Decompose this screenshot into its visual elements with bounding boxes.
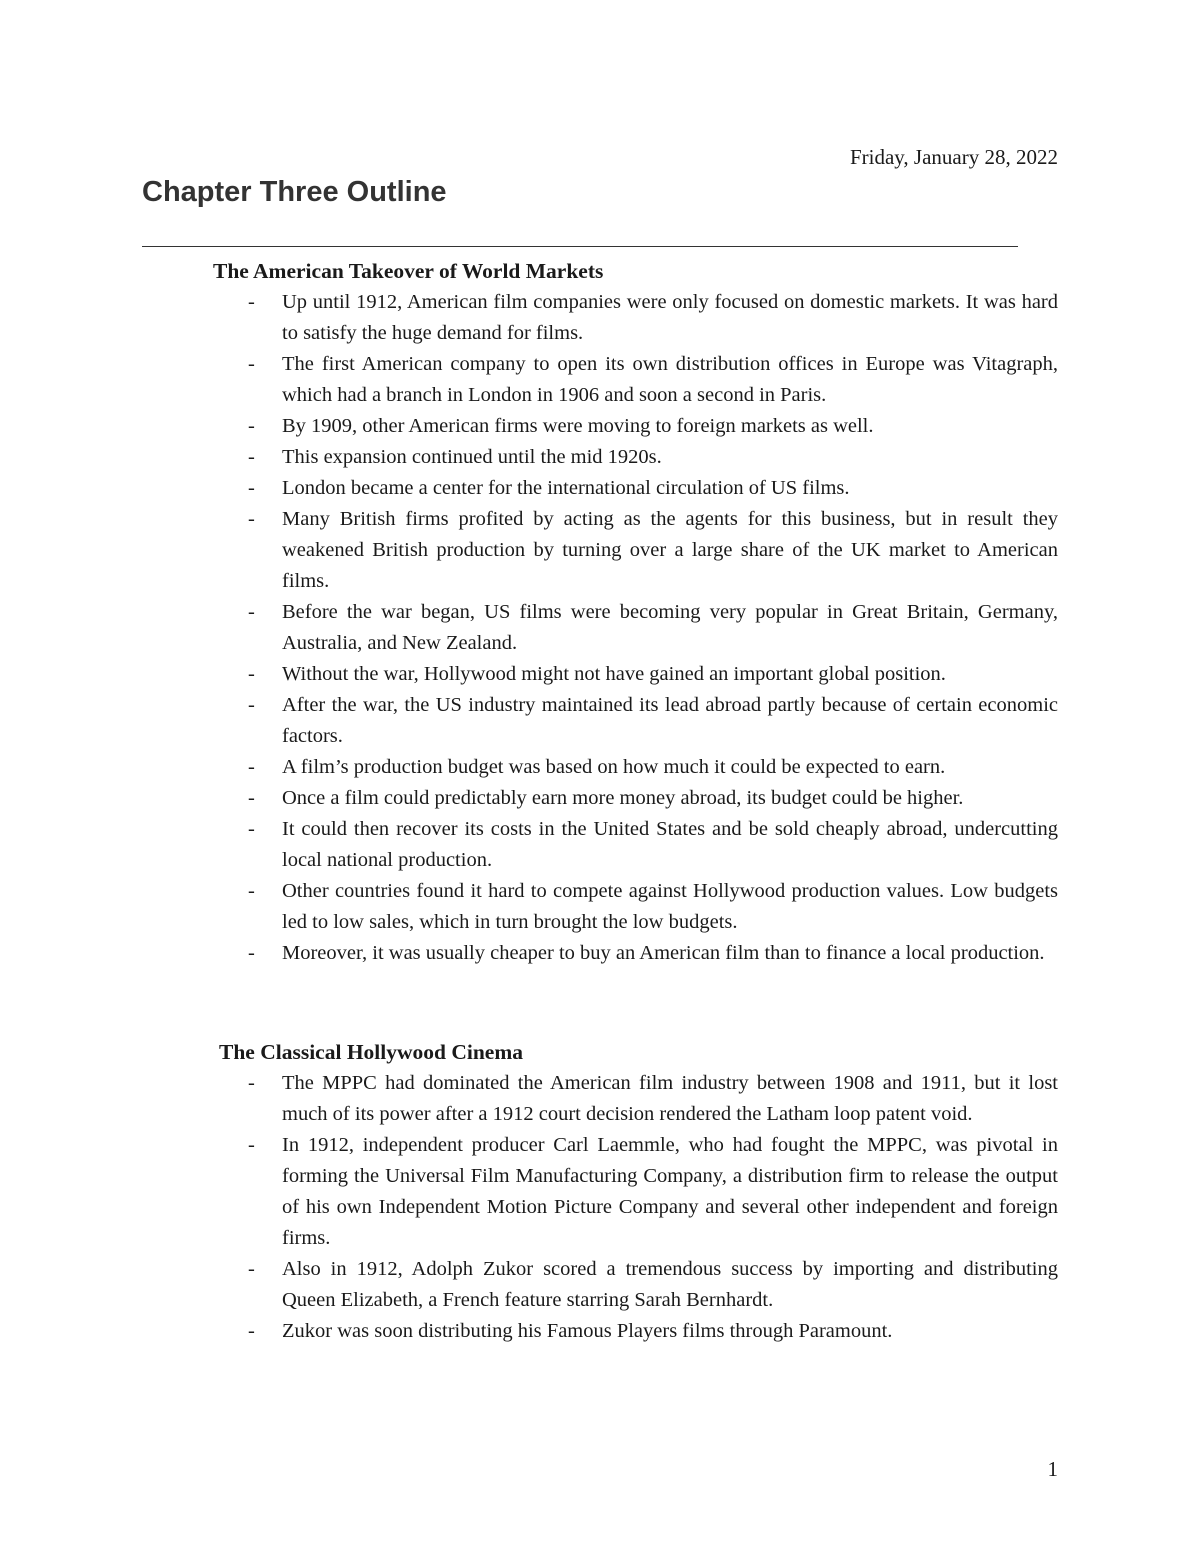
list-item <box>246 783 1058 814</box>
bullet-dash: - <box>248 291 255 313</box>
list-item <box>246 876 1058 938</box>
list-item <box>246 411 1058 442</box>
list-item-text: This expansion continued until the mid 1920s. <box>282 446 662 468</box>
list-item <box>246 442 1058 473</box>
list-item <box>246 287 1058 349</box>
bullet-dash: - <box>248 446 255 468</box>
bullet-dash: - <box>248 1072 255 1094</box>
section-heading-american-takeover: The American Takeover of World Markets <box>213 259 604 283</box>
list-item-text: Many British firms profited by acting as the agents for this business, but in result they weakened British production by turning over a large share of the UK market to American films. <box>282 508 1058 592</box>
document-title: Chapter Three Outline <box>142 176 447 208</box>
bullet-dash: - <box>248 477 255 499</box>
bullet-dash: - <box>248 1320 255 1342</box>
list-item <box>246 814 1058 876</box>
document-date: Friday, January 28, 2022 <box>849 145 1058 169</box>
bullet-dash: - <box>248 818 255 840</box>
list-item-text: Also in 1912, Adolph Zukor scored a tremendous success by importing and distributing Queen Elizabeth, a French feature starring Sarah Bernhardt. <box>282 1258 1058 1311</box>
list-item <box>246 690 1058 752</box>
list-item <box>246 1316 1058 1347</box>
bullet-dash: - <box>248 1134 255 1156</box>
list-item <box>246 659 1058 690</box>
list-item-text: The MPPC had dominated the American film industry between 1908 and 1911, but it lost much of its power after a 1912 court decision rendered the Latham loop patent void. <box>282 1072 1058 1125</box>
section-list-american-takeover <box>246 287 1058 969</box>
bullet-dash: - <box>248 415 255 437</box>
section-list-classical-hollywood <box>246 1068 1058 1347</box>
list-item-text: A film’s production budget was based on how much it could be expected to earn. <box>282 756 946 778</box>
list-item-text: Before the war began, US films were becoming very popular in Great Britain, Germany, Australia, and New Zealand. <box>282 601 1058 654</box>
bullet-dash: - <box>248 942 255 964</box>
list-item-text: It could then recover its costs in the United States and be sold cheaply abroad, undercutting local national production. <box>282 818 1058 871</box>
bullet-dash: - <box>248 601 255 623</box>
list-item-text: Other countries found it hard to compete against Hollywood production values. Low budgets led to low sales, which in turn brought the low budgets. <box>282 880 1058 933</box>
bullet-dash: - <box>248 663 255 685</box>
list-item-text: The first American company to open its own distribution offices in Europe was Vitagraph, which had a branch in London in 1906 and soon a second in Paris. <box>282 353 1058 406</box>
list-item <box>246 349 1058 411</box>
list-item-text: After the war, the US industry maintained its lead abroad partly because of certain economic factors. <box>282 694 1058 747</box>
list-item <box>246 1254 1058 1316</box>
list-item-text: Zukor was soon distributing his Famous Players films through Paramount. <box>282 1320 893 1342</box>
list-item-text: Without the war, Hollywood might not have gained an important global position. <box>282 663 946 685</box>
list-item <box>246 1068 1058 1130</box>
list-item <box>246 504 1058 597</box>
list-item <box>246 938 1058 969</box>
list-item <box>246 1130 1058 1254</box>
bullet-dash: - <box>248 756 255 778</box>
bullet-dash: - <box>248 1258 255 1280</box>
bullet-dash: - <box>248 353 255 375</box>
section-heading-classical-hollywood: The Classical Hollywood Cinema <box>219 1040 524 1064</box>
list-item-text: By 1909, other American firms were moving to foreign markets as well. <box>282 415 874 437</box>
page-number: 1 <box>1047 1457 1058 1481</box>
list-item-text: Moreover, it was usually cheaper to buy an American film than to finance a local production. <box>282 942 1045 964</box>
list-item-text: London became a center for the international circulation of US films. <box>282 477 850 499</box>
list-item <box>246 752 1058 783</box>
bullet-dash: - <box>248 787 255 809</box>
list-item-text: In 1912, independent producer Carl Laemmle, who had fought the MPPC, was pivotal in forming the Universal Film Manufacturing Company, a distribution firm to release the output of his own Independent Motion Picture Company and several other independent and foreign firms. <box>282 1134 1058 1249</box>
title-underline-divider <box>142 246 1018 247</box>
list-item-text: Up until 1912, American film companies were only focused on domestic markets. It was hard to satisfy the huge demand for films. <box>282 291 1058 344</box>
bullet-dash: - <box>248 880 255 902</box>
list-item <box>246 597 1058 659</box>
bullet-dash: - <box>248 508 255 530</box>
list-item <box>246 473 1058 504</box>
bullet-dash: - <box>248 694 255 716</box>
list-item-text: Once a film could predictably earn more money abroad, its budget could be higher. <box>282 787 964 809</box>
